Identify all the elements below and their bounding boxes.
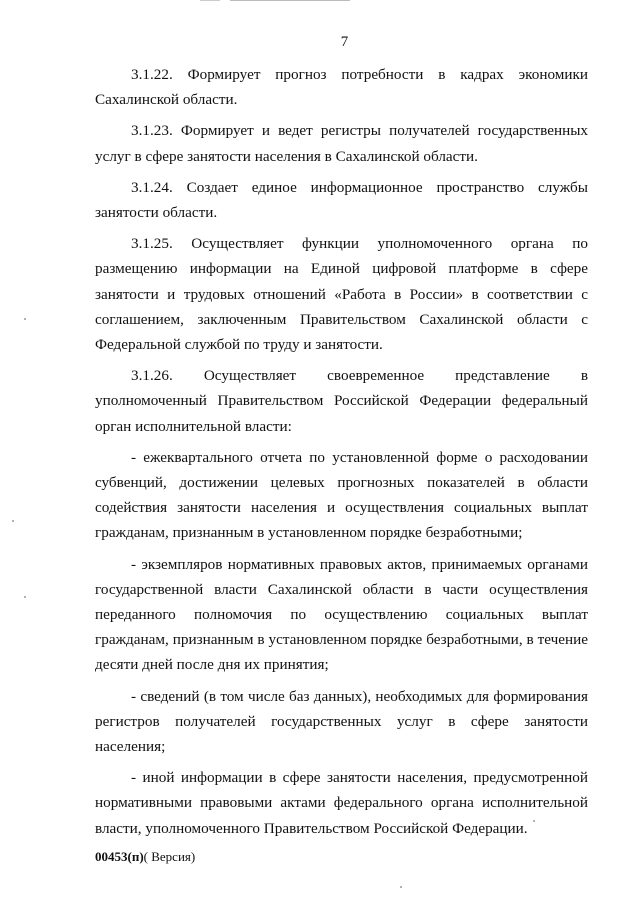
document-version: ( Версия) — [143, 849, 196, 864]
paragraph-3-1-24: 3.1.24. Создает единое информационное пространство службы занятости области. — [95, 178, 588, 222]
scan-speck — [533, 820, 535, 822]
list-item-information: - сведений (в том числе баз данных), необходимых для формирования регистров получателей государственных услуг в сфере занятости населения; — [95, 687, 588, 756]
document-body — [95, 62, 588, 847]
list-item-normative-acts: - экземпляров нормативных правовых актов, принимаемых органами государственной власти Сахалинской области в части осуществления переданного полномочия по осуществлению социальных выплат гражданам, признанным в установленном порядке безработными, в течение десяти дней после дня их принятия; — [95, 555, 588, 674]
scan-edge-line — [230, 0, 350, 1]
page-number: 7 — [340, 34, 349, 50]
document-code: 00453(п) — [95, 849, 144, 864]
scan-speck — [12, 520, 14, 522]
paragraph-3-1-23: 3.1.23. Формирует и ведет регистры получателей государственных услуг в сфере занятости населения в Сахалинской области. — [95, 122, 588, 165]
paragraph-3-1-26: 3.1.26. Осуществляет своевременное представление в уполномоченный Правительством Российской Федерации федеральный орган исполнительной власти: — [95, 367, 588, 435]
list-item-other-information: - иной информации в сфере занятости населения, предусмотренной нормативными правовыми актами федерального органа исполнительной власти, уполномоченного Правительством Российской Федерации. — [95, 769, 588, 837]
paragraph-3-1-22: 3.1.22. Формирует прогноз потребности в кадрах экономики Сахалинской области. — [95, 66, 588, 109]
scan-speck — [24, 596, 26, 598]
scan-edge-line — [200, 0, 220, 1]
scan-speck — [24, 318, 26, 320]
scan-speck — [400, 886, 402, 888]
paragraph-3-1-25: 3.1.25. Осуществляет функции уполномоченного органа по размещению информации на Единой цифровой платформе в сфере занятости и трудовых отношений «Работа в России» в соответствии с соглашением, заключенным Правительством Сахалинской области с Федеральной службой по труду и занятости. — [95, 235, 588, 354]
document-footer — [95, 849, 195, 865]
list-item-quarterly-report: - ежеквартального отчета по установленной форме о расходовании субвенций, достижении целевых прогнозных показателей в области содействия занятости населения и осуществления социальных выплат гражданам, признанным в установленном порядке безработными; — [95, 448, 588, 542]
